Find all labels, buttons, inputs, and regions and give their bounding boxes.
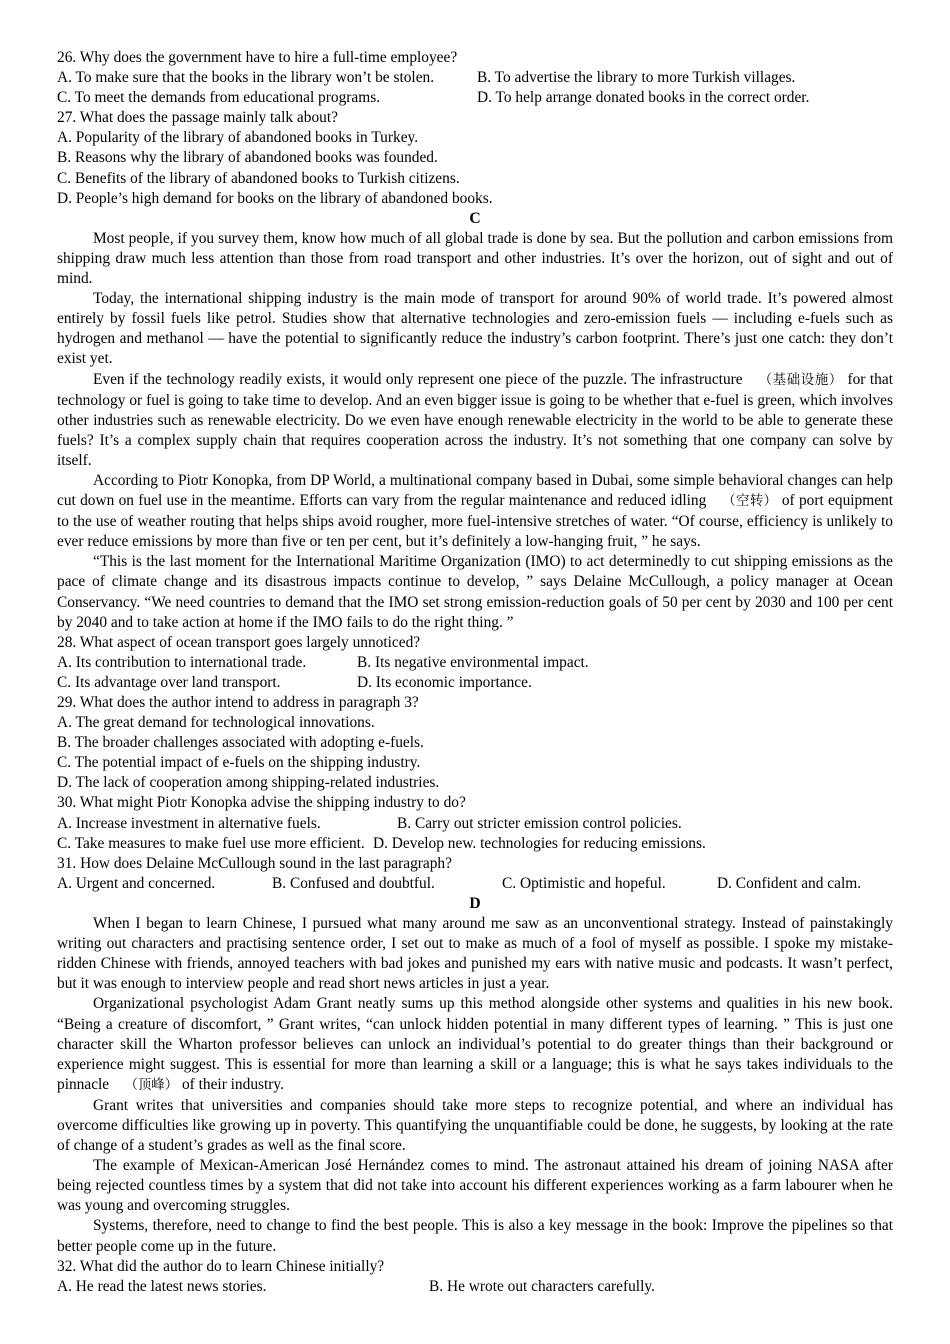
question-30-options-row-2: [57, 834, 893, 854]
question-28-options-row-1: [57, 653, 893, 673]
question-29-option-d[interactable]: D. The lack of cooperation among shipping-related industries.: [57, 774, 440, 792]
passage-d-paragraph-5: Systems, therefore, need to change to find the best people. This is also a key message in the book: Improve the pipelines so that better people come up in the future.: [57, 1217, 897, 1255]
question-31-options-row: [57, 874, 893, 894]
question-32-options-row: [57, 1277, 893, 1297]
question-30-option-b[interactable]: B. Carry out stricter emission control policies.: [397, 814, 682, 832]
question-28-option-b[interactable]: B. Its negative environmental impact.: [357, 653, 589, 671]
passage-c-paragraph-5: “This is the last moment for the International Maritime Organization (IMO) to act determinedly to cut shipping emissions as the pace of climate change and its disastrous impacts continue to develop, ” says Delaine McCullough, a policy manager at Ocean Conservancy. “We need countries to demand that the IMO set strong emission-reduction goals of 50 per cent by 2030 and 100 per cent by 2040 and to take action at home if the IMO fails to do the right thing. ”: [57, 553, 897, 631]
question-31-option-d[interactable]: D. Confident and calm.: [717, 874, 862, 892]
question-30-options-row-1: [57, 814, 893, 834]
question-26-option-b[interactable]: B. To advertise the library to more Turkish villages.: [477, 69, 796, 87]
question-29-stem: 29. What does the author intend to address in paragraph 3?: [57, 694, 419, 711]
passage-c-paragraph-2: Today, the international shipping industry is the main mode of transport for around 90% of world trade. It’s powered almost entirely by fossil fuels like petrol. Studies show that alternative technologies and zero-emission fuels — including e-fuels such as hydrogen and methanol — have the potential to significantly reduce the industry’s carbon footprint. There’s just one catch: they don’t exist yet.: [57, 290, 897, 368]
question-28-stem: 28. What aspect of ocean transport goes largely unnoticed?: [57, 633, 421, 651]
question-27-option-d[interactable]: D. People’s high demand for books on the library of abandoned books.: [57, 189, 493, 207]
passage-c-paragraph-3: [57, 370, 897, 471]
passage-c-paragraph-1: Most people, if you survey them, know how much of all global trade is done by sea. But the pollution and carbon emissions from shipping draw much less attention than those from road transport and other industries. It’s over the horizon, out of sight and out of mind.: [57, 229, 897, 288]
passage-d-letter: D: [469, 894, 481, 912]
question-32-option-a[interactable]: A. He read the latest news stories.: [57, 1277, 267, 1295]
question-29-option-c[interactable]: C. The potential impact of e-fuels on the shipping industry.: [57, 754, 421, 772]
passage-d-paragraph-1: When I began to learn Chinese, I pursued what many around me saw as an unconventional strategy. Instead of painstakingly writing out characters and practising sentence order, I set out to make as much of a fool of myself as possible. I spoke my mistake-ridden Chinese with friends, annoyed teachers with bad jokes and punished my ears with native music and podcasts. It wasn’t perfect, but it was enough to interview people and read short news articles in just a year.: [57, 915, 897, 993]
question-26-option-d[interactable]: D. To help arrange donated books in the correct order.: [477, 89, 810, 107]
question-30-option-d[interactable]: D. Develop new. technologies for reducing emissions.: [373, 834, 706, 852]
question-28-option-c[interactable]: C. Its advantage over land transport.: [57, 673, 281, 691]
question-31-option-b[interactable]: B. Confused and doubtful.: [272, 874, 435, 892]
question-26-options-row-1: [57, 68, 893, 88]
question-28-option-d[interactable]: D. Its economic importance.: [357, 673, 532, 691]
question-26-options-row-2: [57, 88, 893, 108]
passage-d-p2-text-before-gloss: Organizational psychologist Adam Grant neatly sums up this method alongside other systems and qualities in his new book. “Being a creature of discomfort, ” Grant writes, “can unlock hidden potential in many different types of learning. ” This is just one character skill the Wharton professor believes can unlock an individual’s potential to do greater things than their background or experience might suggest. This is essential for more than learning a skill or a language; this is what he says takes individuals to the pinnacle: [57, 995, 897, 1093]
question-28-option-a[interactable]: A. Its contribution to international trade.: [57, 653, 307, 671]
passage-d-p2-chinese-gloss: （顶峰）: [124, 1077, 179, 1093]
question-30-stem: 30. What might Piotr Konopka advise the shipping industry to do?: [57, 794, 466, 812]
question-31-option-a[interactable]: A. Urgent and concerned.: [57, 874, 216, 892]
passage-c-letter: C: [469, 209, 481, 227]
passage-c-p3-text-before-gloss: Even if the technology readily exists, it would only represent one piece of the puzzle. The infrastructure: [93, 370, 758, 388]
text-column: [57, 48, 897, 1297]
question-29-option-a[interactable]: A. The great demand for technological innovations.: [57, 714, 375, 732]
question-28-options-row-2: [57, 673, 893, 693]
question-32-stem: 32. What did the author do to learn Chinese initially?: [57, 1257, 385, 1275]
question-26-stem: 26. Why does the government have to hire a full-time employee?: [57, 49, 458, 66]
question-27-option-a[interactable]: A. Popularity of the library of abandoned books in Turkey.: [57, 129, 419, 147]
question-27-option-c[interactable]: C. Benefits of the library of abandoned books to Turkish citizens.: [57, 169, 460, 187]
question-29-option-b[interactable]: B. The broader challenges associated with adopting e-fuels.: [57, 734, 424, 752]
question-31-stem: 31. How does Delaine McCullough sound in the last paragraph?: [57, 854, 452, 872]
question-27-stem: 27. What does the passage mainly talk about?: [57, 109, 338, 127]
passage-d-paragraph-3: Grant writes that universities and companies should take more steps to recognize potential, and where an individual has overcome difficulties like growing up in poverty. This quantifying the unquantifiable could be done, he suggests, by looking at the rate of change of a student’s grades as well as the final score.: [57, 1096, 897, 1155]
passage-c-paragraph-4: [57, 471, 897, 552]
question-26-option-a[interactable]: A. To make sure that the books in the library won’t be stolen.: [57, 69, 435, 87]
question-31-option-c[interactable]: C. Optimistic and hopeful.: [502, 874, 666, 892]
passage-d-paragraph-4: The example of Mexican-American José Hernández comes to mind. The astronaut attained his dream of joining NASA after being rejected countless times by a system that did not take into account his different experiences working as a farm labourer when he was young and overcoming struggles.: [57, 1157, 897, 1215]
passage-c-p3-text-after-gloss: for that technology or fuel is going to take time to develop. And an even bigger issue is going to be whether that e-fuel is green, which involves other industries such as renewable electricity. Do we even have enough renewable electricity in the world to be able to generate these fuels? It’s a complex supply chain that requires cooperation across the industry. It’s not something that one company can solve by itself.: [57, 370, 897, 469]
question-26-option-c[interactable]: C. To meet the demands from educational programs.: [57, 89, 381, 107]
passage-c-p4-chinese-gloss: （空转）: [721, 494, 778, 510]
passage-d-p2-text-after-gloss: of their industry.: [178, 1075, 284, 1093]
passage-c-p3-chinese-gloss: （基础设施）: [758, 372, 843, 388]
question-27-option-b[interactable]: B. Reasons why the library of abandoned books was founded.: [57, 149, 438, 167]
question-32-option-b[interactable]: B. He wrote out characters carefully.: [429, 1277, 655, 1295]
passage-d-paragraph-2: [57, 994, 897, 1095]
question-30-option-c[interactable]: C. Take measures to make fuel use more efficient.: [57, 834, 365, 852]
question-30-option-a[interactable]: A. Increase investment in alternative fuels.: [57, 814, 321, 832]
passage-c-p4-text-before-gloss: According to Piotr Konopka, from DP World, a multinational company based in Dubai, some simple behavioral changes can help cut down on fuel use in the meantime. Efforts can vary from the regular maintenance and reduced idling: [57, 471, 897, 510]
passage-c-p4-text-after-gloss: of port equipment to the use of weather routing that helps ships avoid rougher, more fuel-intensive stretches of water. “Of course, efficiency is unlikely to ever reduce emissions by more than five or ten per cent, but it’s definitely a low-hanging fruit, ” he says.: [57, 492, 897, 551]
